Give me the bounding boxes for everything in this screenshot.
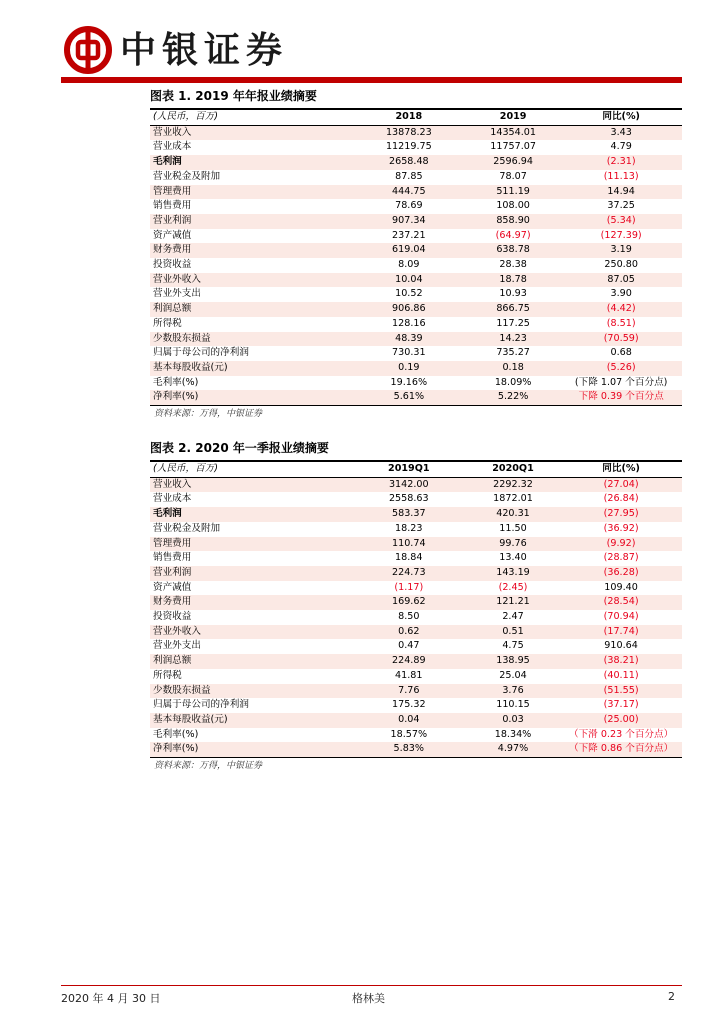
row-label: 营业外收入 — [150, 273, 352, 288]
row-value-yoy: (25.00) — [560, 713, 682, 728]
row-value-yoy: (40.11) — [603, 669, 639, 681]
row-value-a: 18.57% — [390, 728, 428, 740]
row-value-yoy: (27.95) — [560, 507, 682, 522]
row-label: 营业成本 — [153, 141, 192, 153]
row-value-a: 907.34 — [352, 214, 466, 229]
row-value-yoy: (37.17) — [603, 699, 639, 711]
row-value-a: 18.84 — [395, 552, 423, 564]
table-row — [150, 273, 682, 288]
row-value-yoy: 4.79 — [610, 141, 632, 153]
row-value-b: 78.07 — [499, 170, 527, 182]
table-row — [150, 742, 682, 757]
row-value-a: 5.83% — [352, 742, 466, 757]
row-value-yoy: 3.19 — [560, 243, 682, 258]
row-value-yoy: (36.28) — [560, 566, 682, 581]
row-value-a: 0.62 — [352, 625, 466, 640]
row-label: 营业税金及附加 — [153, 170, 221, 182]
row-value-a: 237.21 — [392, 229, 426, 241]
table-row — [150, 477, 682, 492]
table-row — [150, 376, 682, 391]
table-row — [150, 125, 682, 140]
row-value-yoy: 87.05 — [560, 273, 682, 288]
row-label: 归属于母公司的净利润 — [153, 699, 249, 711]
row-value-a: 10.52 — [395, 288, 423, 300]
table-row — [150, 199, 682, 214]
table-row — [150, 346, 682, 361]
row-value-yoy: (下降 1.07 个百分点) — [574, 376, 668, 388]
table-row — [150, 390, 682, 405]
row-value-b: 420.31 — [466, 507, 560, 522]
row-label: 利润总额 — [150, 302, 352, 317]
row-value-yoy: 37.25 — [607, 200, 635, 212]
row-value-a: 13878.23 — [352, 125, 466, 140]
row-value-yoy: (5.34) — [560, 214, 682, 229]
bank-of-china-logo-icon — [64, 26, 112, 74]
row-value-yoy: (4.42) — [560, 302, 682, 317]
row-value-yoy: 下降 0.39 个百分点 — [560, 390, 682, 405]
row-value-yoy: (2.31) — [560, 155, 682, 170]
row-value-yoy: 250.80 — [604, 259, 638, 271]
row-label: 投资收益 — [153, 259, 192, 271]
table-row — [150, 214, 682, 229]
row-label: 毛利润 — [150, 507, 352, 522]
row-value-yoy: (70.94) — [603, 611, 639, 623]
row-value-b: 18.34% — [494, 728, 532, 740]
row-value-b: 121.21 — [466, 595, 560, 610]
row-label: 净利率(%) — [150, 742, 352, 757]
row-value-b: 2.47 — [502, 611, 524, 623]
row-label: 净利率(%) — [150, 390, 352, 405]
row-value-b: 0.18 — [466, 361, 560, 376]
row-value-b: 3.76 — [466, 684, 560, 699]
row-value-b: 13.40 — [499, 552, 527, 564]
row-value-b: 18.78 — [466, 273, 560, 288]
row-value-b: 735.27 — [496, 347, 530, 359]
header-period-a: 2018 — [395, 111, 423, 122]
table-section-2019 — [150, 86, 682, 422]
row-label: 所得税 — [153, 317, 182, 329]
row-label: 营业收入 — [150, 125, 352, 140]
row-value-yoy: (5.26) — [560, 361, 682, 376]
row-value-a: 3142.00 — [352, 477, 466, 492]
row-value-b: 1872.01 — [493, 493, 533, 505]
row-value-yoy: 910.64 — [604, 640, 638, 652]
row-label: 营业外支出 — [153, 288, 201, 300]
header-period-b: 2019 — [499, 111, 527, 122]
table-row — [150, 507, 682, 522]
row-value-a: 10.04 — [352, 273, 466, 288]
table-row — [150, 140, 682, 155]
header-period-a: 2019Q1 — [388, 463, 430, 474]
row-value-a: 8.50 — [398, 611, 420, 623]
table-row — [150, 625, 682, 640]
row-value-yoy: (17.74) — [560, 625, 682, 640]
row-value-b: 638.78 — [466, 243, 560, 258]
row-label: 利润总额 — [150, 654, 352, 669]
table-row — [150, 581, 682, 596]
row-value-yoy: （下降 0.86 个百分点） — [560, 742, 682, 757]
row-value-a: 2558.63 — [388, 493, 429, 505]
row-value-a: 78.69 — [395, 200, 423, 212]
table-row — [150, 332, 682, 347]
row-value-yoy: (51.55) — [560, 684, 682, 699]
table-row — [150, 258, 682, 273]
table-header-row — [150, 110, 682, 125]
row-value-yoy: (28.54) — [560, 595, 682, 610]
table-row — [150, 639, 682, 654]
table-row — [150, 522, 682, 537]
row-value-a: 128.16 — [392, 317, 426, 329]
row-value-b: 10.93 — [499, 288, 527, 300]
row-value-b: 4.97% — [466, 742, 560, 757]
financial-table — [150, 462, 682, 758]
row-value-b: 18.09% — [494, 376, 532, 388]
table-row — [150, 698, 682, 713]
table-row — [150, 170, 682, 185]
row-value-a: 0.19 — [352, 361, 466, 376]
row-label: 财务费用 — [150, 243, 352, 258]
row-value-b: 0.51 — [466, 625, 560, 640]
table-header-row — [150, 462, 682, 477]
row-label: 营业收入 — [150, 477, 352, 492]
row-value-b: 138.95 — [466, 654, 560, 669]
row-label: 资产减值 — [153, 229, 192, 241]
row-value-yoy: (28.87) — [603, 552, 639, 564]
row-value-a: 8.09 — [398, 259, 420, 271]
table-row — [150, 302, 682, 317]
row-value-yoy: 3.90 — [610, 288, 632, 300]
row-value-a: 7.76 — [352, 684, 466, 699]
table-row — [150, 728, 682, 743]
row-value-yoy: (27.04) — [560, 477, 682, 492]
row-label: 营业利润 — [150, 214, 352, 229]
header-yoy: 同比(%) — [602, 463, 640, 474]
row-value-yoy: (127.39) — [600, 229, 642, 241]
financial-table — [150, 110, 682, 406]
row-value-b: 2596.94 — [466, 155, 560, 170]
row-label: 少数股东损益 — [150, 332, 352, 347]
header-unit: (人民币，百万) — [153, 463, 219, 474]
table-row — [150, 243, 682, 258]
row-value-b: 858.90 — [466, 214, 560, 229]
row-label: 营业税金及附加 — [153, 522, 221, 534]
row-value-b: 0.03 — [466, 713, 560, 728]
row-value-b: 11757.07 — [490, 141, 537, 153]
row-value-a: 169.62 — [352, 595, 466, 610]
table-row — [150, 713, 682, 728]
row-value-b: (2.45) — [498, 581, 528, 593]
row-value-yoy: (26.84) — [603, 493, 639, 505]
row-value-a: (1.17) — [394, 581, 424, 593]
table-row — [150, 595, 682, 610]
row-value-yoy: 3.43 — [560, 125, 682, 140]
table-row — [150, 684, 682, 699]
row-value-a: 48.39 — [352, 332, 466, 347]
row-value-b: (64.97) — [495, 229, 531, 241]
row-value-a: 18.23 — [395, 522, 423, 534]
row-label: 营业成本 — [153, 493, 192, 505]
row-value-yoy: 0.68 — [610, 347, 632, 359]
row-value-b: 866.75 — [466, 302, 560, 317]
table-row — [150, 287, 682, 302]
table-row — [150, 551, 682, 566]
row-value-b: 110.15 — [496, 699, 530, 711]
row-value-a: 110.74 — [352, 537, 466, 552]
row-value-a: 730.31 — [392, 347, 426, 359]
row-value-yoy: (9.92) — [560, 537, 682, 552]
table-row — [150, 155, 682, 170]
row-label: 管理费用 — [150, 537, 352, 552]
row-value-b: 2292.32 — [466, 477, 560, 492]
header-red-rule — [61, 77, 682, 83]
row-label: 少数股东损益 — [150, 684, 352, 699]
row-value-b: 25.04 — [499, 669, 527, 681]
row-label: 归属于母公司的净利润 — [153, 347, 249, 359]
row-value-yoy: (8.51) — [606, 317, 636, 329]
row-value-a: 619.04 — [352, 243, 466, 258]
row-value-a: 19.16% — [390, 376, 428, 388]
row-label: 营业外收入 — [150, 625, 352, 640]
row-value-a: 11219.75 — [385, 141, 432, 153]
row-value-yoy: （下滑 0.23 个百分点） — [568, 728, 674, 740]
header-yoy: 同比(%) — [602, 111, 640, 122]
row-value-yoy: (36.92) — [603, 522, 639, 534]
table-row — [150, 654, 682, 669]
table-row — [150, 317, 682, 332]
table-row — [150, 610, 682, 625]
row-value-b: 108.00 — [496, 200, 530, 212]
row-value-yoy: 109.40 — [604, 581, 638, 593]
row-value-b: 99.76 — [466, 537, 560, 552]
row-label: 毛利率(%) — [153, 728, 199, 740]
table-row — [150, 229, 682, 244]
row-label: 投资收益 — [153, 611, 192, 623]
brand-name: 中银证券 — [120, 29, 289, 71]
row-value-a: 87.85 — [395, 170, 423, 182]
table-row — [150, 185, 682, 200]
table-source-note: 资料来源：万得，中银证券 — [154, 409, 263, 420]
row-label: 销售费用 — [153, 200, 192, 212]
row-value-a: 224.73 — [352, 566, 466, 581]
row-value-yoy: (38.21) — [560, 654, 682, 669]
table-row — [150, 669, 682, 684]
row-value-a: 0.04 — [352, 713, 466, 728]
row-value-yoy: (11.13) — [603, 170, 639, 182]
table-section-2020q1 — [150, 438, 682, 774]
row-value-a: 41.81 — [395, 669, 423, 681]
row-label: 基本每股收益(元) — [150, 361, 352, 376]
row-value-a: 175.32 — [392, 699, 426, 711]
table-source-note: 资料来源：万得，中银证券 — [154, 761, 263, 772]
row-value-b: 11.50 — [499, 522, 527, 534]
row-label: 毛利润 — [150, 155, 352, 170]
table-title: 图表 2. 2020 年一季报业绩摘要 — [150, 441, 329, 455]
row-value-b: 14354.01 — [466, 125, 560, 140]
row-value-yoy: 14.94 — [560, 185, 682, 200]
footer-company: 格林美 — [352, 992, 385, 1005]
row-label: 销售费用 — [153, 552, 192, 564]
table-row — [150, 537, 682, 552]
row-label: 管理费用 — [150, 185, 352, 200]
header-period-b: 2020Q1 — [492, 463, 534, 474]
row-label: 营业利润 — [150, 566, 352, 581]
row-label: 营业外支出 — [153, 640, 201, 652]
footer-page-number: 2 — [668, 990, 675, 1003]
table-row — [150, 492, 682, 507]
row-value-a: 906.86 — [352, 302, 466, 317]
row-value-b: 28.38 — [499, 259, 527, 271]
table-row — [150, 361, 682, 376]
table-row — [150, 566, 682, 581]
row-value-a: 444.75 — [352, 185, 466, 200]
header-unit: (人民币，百万) — [153, 111, 219, 122]
row-value-b: 14.23 — [466, 332, 560, 347]
row-value-b: 4.75 — [502, 640, 524, 652]
row-value-yoy: (70.59) — [560, 332, 682, 347]
row-label: 基本每股收益(元) — [150, 713, 352, 728]
row-value-a: 2658.48 — [352, 155, 466, 170]
row-value-a: 583.37 — [352, 507, 466, 522]
row-value-a: 5.61% — [352, 390, 466, 405]
row-value-b: 143.19 — [466, 566, 560, 581]
row-value-b: 5.22% — [466, 390, 560, 405]
footer-date: 2020 年 4 月 30 日 — [61, 992, 161, 1005]
row-label: 财务费用 — [150, 595, 352, 610]
row-value-a: 0.47 — [398, 640, 420, 652]
row-label: 所得税 — [153, 669, 182, 681]
table-title: 图表 1. 2019 年年报业绩摘要 — [150, 89, 317, 103]
row-label: 毛利率(%) — [153, 376, 199, 388]
row-value-b: 511.19 — [466, 185, 560, 200]
footer-rule — [61, 985, 682, 986]
row-value-b: 117.25 — [496, 317, 530, 329]
row-value-a: 224.89 — [352, 654, 466, 669]
row-label: 资产减值 — [153, 581, 192, 593]
